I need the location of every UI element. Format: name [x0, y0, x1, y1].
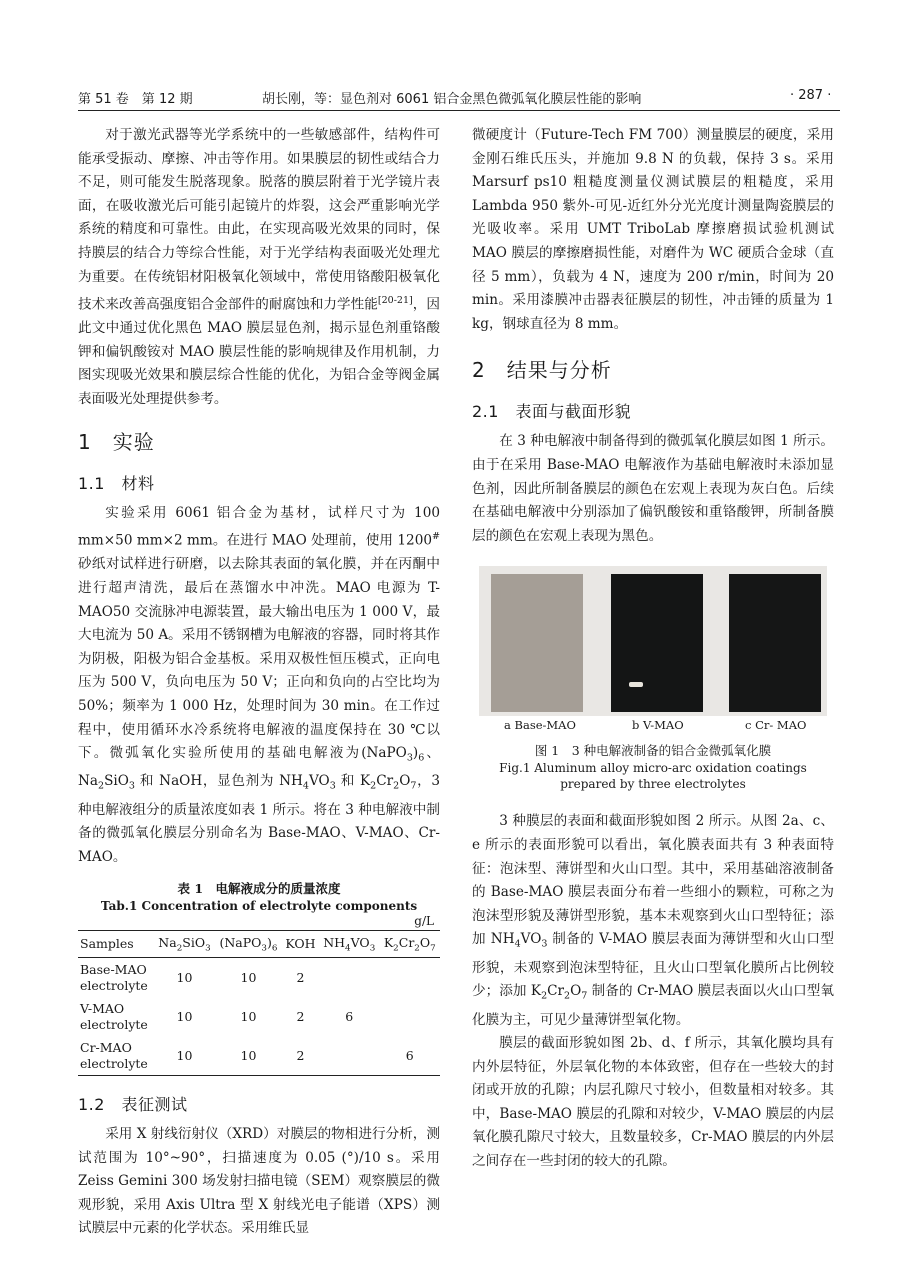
- page-number: · 287 ·: [790, 88, 832, 103]
- subsection-heading-characterization: 1.2 表征测试: [78, 1095, 188, 1115]
- paragraph-characterization-cont: 微硬度计（Future-Tech FM 700）测量膜层的硬度，采用金刚石维氏压头，并施加 9.8 N 的负载，保持 3 s。采用 Marsurf ps10 粗糙度测量仪测试膜层的粗糙度，采用 Lambda 950 紫外-可见-近红外分光光度计测量陶瓷膜层的光吸收率。采用 UMT TriboLab 摩擦磨损试验机测试 MAO 膜层的摩擦磨损性能，对磨件为 WC 硬质合金球（直径 5 mm），负载为 4 N，速度为 200 r/min，时间为 20 min。采用漆膜冲击器表征膜层的韧性，冲击锤的质量为 1 kg，钢球直径为 8 mm。: [472, 127, 834, 332]
- col-napo3: $(NaPO_3)_6$: [215, 931, 282, 958]
- left-column: [78, 124, 440, 1241]
- figure-caption-zh: 图 1 3 种电解液制备的铝合金微弧氧化膜: [534, 743, 772, 759]
- sample-v-mao: [611, 574, 703, 712]
- table-caption-zh: 表 1 电解液成分的质量浓度: [177, 880, 341, 896]
- paragraph-figure1-intro: 在 3 种电解液中制备得到的微弧氧化膜层如图 1 所示。由于在采用 Base-MAO 电解液作为基础电解液时未添加显色剂，因此所制备膜层的颜色在宏观上表现为灰白色。后续在基础电解液中分别添加了偏钒酸铵和重铬酸钾，所制备膜层的颜色在宏观上表现为黑色。: [472, 433, 834, 544]
- subsection-heading-materials: 1.1 材料: [78, 473, 155, 493]
- panel-label-a: a Base-MAO: [504, 718, 576, 733]
- header-rule: [78, 110, 840, 111]
- section-heading-results: 2 结果与分析: [472, 358, 612, 383]
- figure-1: [472, 566, 834, 792]
- paragraph-materials: 实验采用 6061 铝合金为基材，试样尺寸为 100 mm×50 mm×2 mm。在进行 MAO 处理前，使用 1200#砂纸对试样进行研磨，以去除其表面的氧化膜，并在丙酮中进行超声清洗，最后在蒸馏水中冲洗。MAO 电源为 T-MAO50 交流脉冲电源装置，最大输出电压为 1 000 V，最大电流为 50 A。采用不锈钢槽为电解液的容器，同时将其作为阴极，阳极为铝合金基板。采用双极性恒压模式，正向电压为 500 V，负向电压为 50 V；正向和负向的占空比均为 50%；频率为 1 000 Hz，处理时间为 30 min。在工作过程中，使用循环水冷系统将电解液的温度保持在 30 ℃以下。微弧氧化实验所使用的基础电解液为$(NaPO_3)_6$、$Na_2SiO_3$ 和 NaOH，显色剂为 $NH_4VO_3$ 和 $K_2Cr_2O_7$，3 种电解液组分的质量浓度如表 1 所示。将在 3 种电解液中制备的微弧氧化膜层分别命名为 Base-MAO、V-MAO、Cr-MAO。: [78, 504, 441, 865]
- citation-ref: [20-21]: [377, 295, 413, 307]
- col-na2sio3: $Na_2SiO_3$: [154, 931, 215, 958]
- electrolyte-table: [78, 931, 440, 1076]
- table-row: Cr-MAO electrolyte 10 10 2 6: [80, 1039, 414, 1071]
- col-nh4vo3: $NH_4VO_3$: [319, 931, 380, 958]
- paragraph-intro: 对于激光武器等光学系统中的一些敏感部件，结构件可能承受振动、摩擦、冲击等作用。如果膜层的韧性或结合力不足，则可能发生脱落现象。脱落的膜层附着于光学镜片表面，在吸收激光后可能引起镜片的炸裂，这会严重影响光学系统的精度和可靠性。由此，在实现高吸光效果的同时，保持膜层的结合力等综合性能，对于光学结构表面吸光处理尤为重要。在传统铝材阳极氧化领域中，常使用铬酸阳极氧化技术来改善高强度铝合金部件的耐腐蚀和力学性能[20-21]，因此文中通过优化黑色 MAO 膜层显色剂，揭示显色剂重铬酸钾和偏钒酸铵对 MAO 膜层性能的影响规律及作用机制，力图实现吸光效果和膜层综合性能的优化，为铝合金等阀金属表面吸光处理提供参考。: [78, 127, 441, 408]
- table-1: [78, 880, 440, 1077]
- table-row: V-MAO electrolyte 10 10 2 6: [80, 1000, 354, 1032]
- col-k2cr2o7: $K_2Cr_2O_7$: [380, 931, 440, 958]
- col-samples: Samples: [78, 931, 154, 958]
- figure-caption-en-line2: prepared by three electrolytes: [560, 777, 746, 792]
- panel-label-c: c Cr- MAO: [745, 718, 807, 733]
- sample-cr-mao: [729, 574, 821, 712]
- paragraph-cross-section: 膜层的截面形貌如图 2b、d、f 所示，其氧化膜均具有内外层特征，外层氧化物的本体致密，但存在一些较大的封闭或开放的孔隙；内层孔隙尺寸较小，但数量相对较多。其中，Base-MAO 膜层的孔隙和对较少，V-MAO 膜层的内层氧化膜孔隙尺寸较大，且数量较多，Cr-MAO 膜层的内外层之间存在一些封闭的较大的孔隙。: [472, 1035, 834, 1170]
- sample-base-mao: [491, 574, 583, 712]
- sample-photo: [479, 566, 827, 716]
- subsection-heading-morphology: 2.1 表面与截面形貌: [472, 402, 631, 422]
- running-title: 胡长刚，等：显色剂对 6061 铝合金黑色微弧氧化膜层性能的影响: [262, 92, 642, 107]
- table-header-row: [78, 931, 440, 958]
- table-caption-en: Tab.1 Concentration of electrolyte components: [100, 898, 418, 913]
- paragraph-surface-morphology: 3 种膜层的表面和截面形貌如图 2 所示。从图 2a、c、e 所示的表面形貌可以看出，氧化膜表面共有 3 种表面特征：泡沫型、薄饼型和火山口型。其中，采用基础溶液制备的 Base-MAO 膜层表面分布着一些细小的颗粒，可称之为泡沫型形貌及薄饼型形貌，基本未观察到火山口型特征；添加 $NH_4VO_3$ 制备的 V-MAO 膜层表面为薄饼型和火山口型形貌，未观察到泡沫型特征，且火山口型氧化膜所占比例较少；添加 $K_2Cr_2O_7$ 制备的 Cr-MAO 膜层表面以火山口型氧化膜为主，可见少量薄饼型氧化物。: [472, 813, 834, 1028]
- section-heading-experiment: 1 实验: [78, 429, 155, 454]
- panel-label-b: b V-MAO: [632, 718, 684, 733]
- table-row: Base-MAO electrolyte 10 10 2: [80, 961, 305, 993]
- right-column: [472, 124, 834, 1174]
- journal-volume: 第 51 卷 第 12 期: [78, 92, 193, 107]
- figure-caption-en-line1: Fig.1 Aluminum alloy micro-arc oxidation coatings: [499, 761, 807, 776]
- coating-chip-mark: [629, 682, 643, 687]
- paragraph-characterization: 采用 X 射线衍射仪（XRD）对膜层的物相进行分析，测试范围为 10°~90°，扫描速度为 0.05 (°)/10 s。采用 Zeiss Gemini 300 场发射扫描电镜（SEM）观察膜层的微观形貌，采用 Axis Ultra 型 X 射线光电子能谱（XPS）测试膜层中元素的化学状态。采用维氏显: [78, 1126, 440, 1237]
- table-unit: g/L: [414, 913, 434, 928]
- col-koh: KOH: [282, 931, 319, 958]
